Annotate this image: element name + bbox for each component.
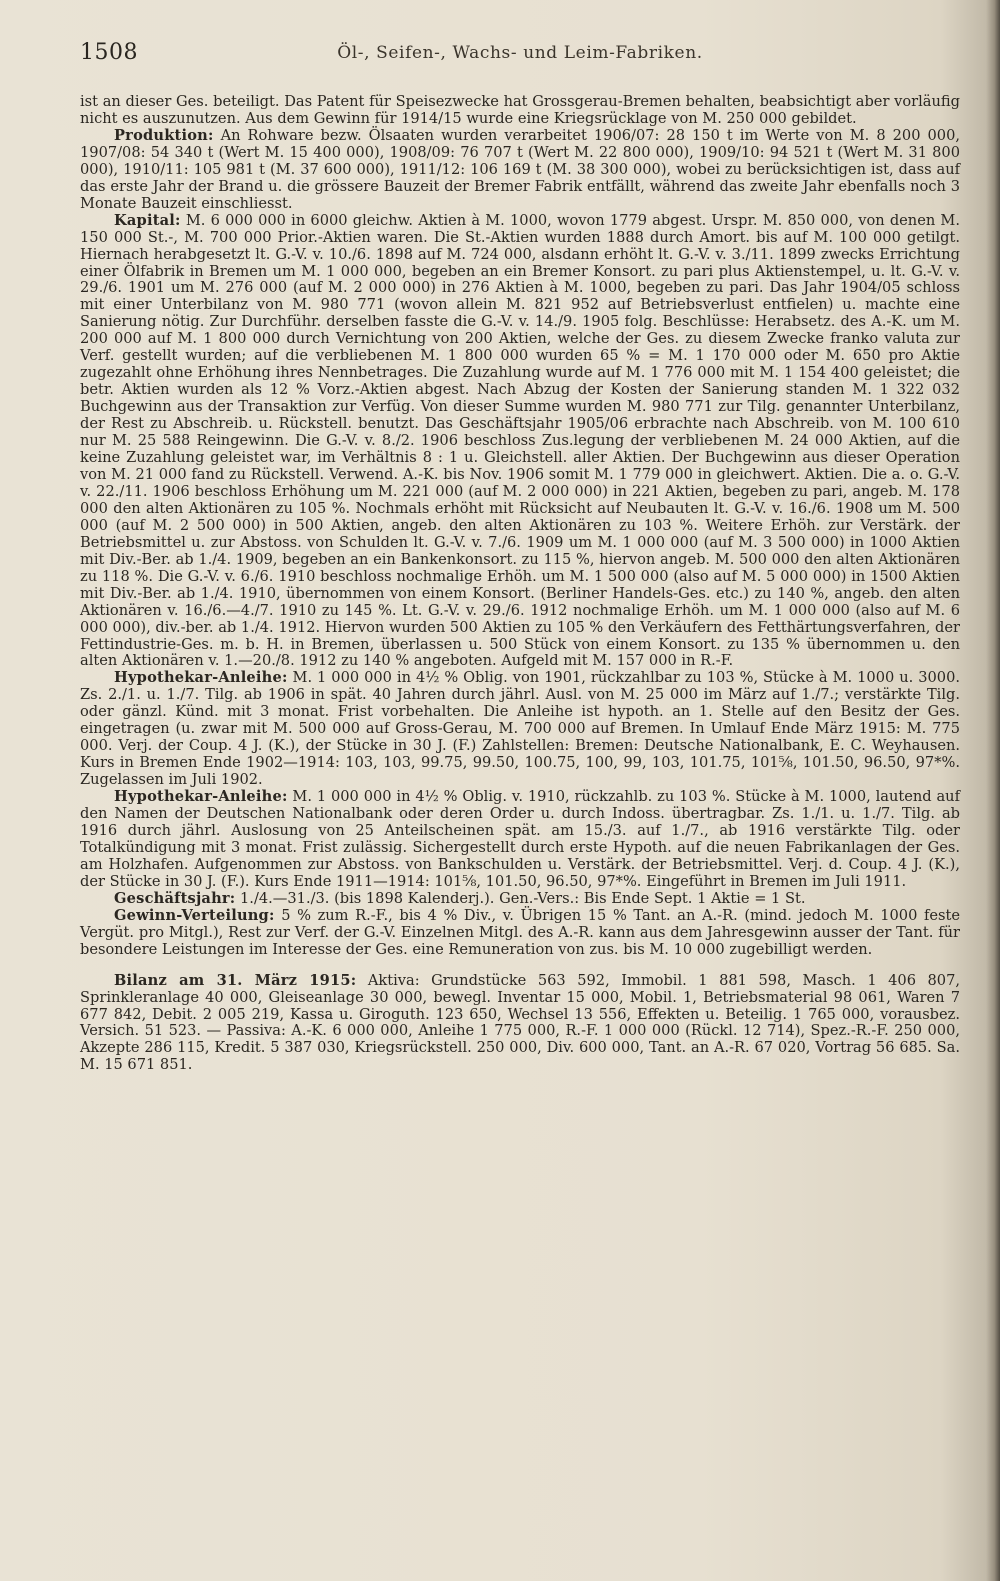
fiscal-year-text: 1./4.—31./3. (bis 1898 Kalenderj.). Gen.-Vers.: Bis Ende Sept. 1 Aktie = 1 St. [240,889,806,907]
profit-distribution-text: 5 % zum R.-F., bis 4 % Div., v. Übrigen 15 % Tant. an A.-R. (mind. jedoch M. 1000 feste Vergüt. pro Mitgl.), Rest zur Verf. der G.-V. Einzelnen Mitgl. des A.-R. kann aus dem Jahresgewinn ausser der Tant. für besondere Leistungen im Interesse der Ges. eine Remuneration von zus. bis M. 10 000 zugebilligt werden. [80,906,960,958]
profit-distribution-heading: Gewinn-Verteilung: [114,906,275,924]
article-body [80,94,960,1074]
mortgage-loan-1901-text: M. 1 000 000 in 4½ % Oblig. von 1901, rückzahlbar zu 103 %, Stücke à M. 1000 u. 3000. Zs. 2./1. u. 1./7. Tilg. ab 1906 in spät. 40 Jahren durch jährl. Ausl. von M. 25 000 im März auf 1./7.; verstärkte Tilg. oder gänzl. Künd. mit 3 monat. Frist vorbehalten. Die Anleihe ist hypoth. an 1. Stelle auf den Besitz der Ges. eingetragen (u. zwar mit M. 500 000 auf Gross-Gerau, M. 700 000 auf Bremen. In Umlauf Ende März 1915: M. 775 000. Verj. der Coup. 4 J. (K.), der Stücke in 30 J. (F.) Zahlstellen: Bremen: Deutsche Nationalbank, E. C. Weyhausen. Kurs in Bremen Ende 1902—1914: 103, 103, 99.75, 99.50, 100.75, 100, 99, 103, 101.75, 101⅝, 101.50, 96.50, 97*%. Zugelassen im Juli 1902. [80,669,960,789]
capital-heading: Kapital: [114,211,181,229]
capital-paragraph [80,213,960,671]
mortgage-loan-1910-heading: Hypothekar-Anleihe: [114,788,288,806]
balance-sheet-text: Aktiva: Grundstücke 563 592, Immobil. 1 881 598, Masch. 1 406 807, Sprinkleranlage 40 000, Gleiseanlage 30 000, bewegl. Inventar 15 000, Mobil. 1, Betriebsmaterial 98 061, Waren 7 677 842, Debit. 2 005 219, Kassa u. Giroguth. 123 650, Wechsel 13 556, Effekten u. Beteilig. 1 765 000, vorausbez. Versich. 51 523. — Passiva: A.-K. 6 000 000, Anleihe 1 775 000, R.-F. 1 000 000 (Rückl. 12 714), Spez.-R.-F. 250 000, Akzepte 286 115, Kredit. 5 387 030, Kriegsrückstell. 250 000, Div. 600 000, Tant. an A.-R. 67 020, Vortrag 56 685. Sa. M. 15 671 851. [80,971,961,1074]
mortgage-loan-1910-text: M. 1 000 000 in 4½ % Oblig. v. 1910, rückzahlb. zu 103 %. Stücke à M. 1000, lautend auf den Namen der Deutschen Nationalbank oder deren Order u. durch Indoss. übertragbar. Zs. 1./1. u. 1./7. Tilg. ab 1916 durch jährl. Auslosung von 25 Anteilscheinen spät. am 15./3. auf 1./7., ab 1916 verstärkte Tilg. oder Totalkündigung mit 3 monat. Frist zulässig. Sichergestellt durch erste Hypoth. auf die neuen Fabrikanlagen der Ges. am Holzhafen. Aufgenommen zur Abstoss. von Bankschulden u. Verstärk. der Betriebsmittel. Verj. d. Coup. 4 J. (K.), der Stücke in 30 J. (F.). Kurs Ende 1911—1914: 101⅝, 101.50, 96.50, 97*%. Eingeführt in Bremen im Juli 1911. [80,788,960,890]
production-text: An Rohware bezw. Ölsaaten wurden verarbeitet 1906/07: 28 150 t im Werte von M. 8 200 000, 1907/08: 54 340 t (Wert M. 15 400 000), 1908/09: 76 707 t (Wert M. 22 800 000), 1909/10: 94 521 t (Wert M. 31 800 000), 1910/11: 105 981 t (M. 37 600 000), 1911/12: 106 169 t (M. 38 300 000), wobei zu berücksichtigen ist, dass auf das erste Jahr der Brand u. die grössere Bauzeit der Bremer Fabrik entfällt, während das zweite Jahr ebenfalls noch 3 Monate Bauzeit einschliesst. [80,126,961,212]
balance-sheet-paragraph [80,973,960,1075]
intro-text: ist an dieser Ges. beteiligt. Das Patent für Speisezwecke hat Grossgerau-Bremen behalten, beabsichtigt aber vorläufig nicht es auszunutzen. Aus dem Gewinn für 1914/15 wurde eine Kriegsrücklage von M. 250 000 gebildet. [80,93,960,127]
profit-distribution-paragraph [80,908,960,959]
page-number: 1508 [80,40,138,65]
mortgage-loan-1901-heading: Hypothekar-Anleihe: [114,669,288,687]
intro-paragraph [80,94,960,128]
production-heading: Produktion: [114,126,214,144]
production-paragraph [80,128,960,213]
capital-text: M. 6 000 000 in 6000 gleichw. Aktien à M. 1000, wovon 1779 abgest. Urspr. M. 850 000, von denen M. 150 000 St.-, M. 700 000 Prior.-Aktien waren. Die St.-Aktien wurden 1888 durch Amort. bis auf M. 100 000 getilgt. Hiernach herabgesetzt lt. G.-V. v. 10./6. 1898 auf M. 724 000, alsdann erhöht lt. G.-V. v. 3./11. 1899 zwecks Errichtung einer Ölfabrik in Bremen um M. 1 000 000, begeben an ein Bremer Konsort. zu pari plus Aktienstempel, u. lt. G.-V. v. 29./6. 1901 um M. 276 000 (auf M. 2 000 000) in 276 Aktien à M. 1000, begeben zu pari. Das Jahr 1904/05 schloss mit einer Unterbilanz von M. 980 771 (wovon allein M. 821 952 auf Betriebsverlust entfielen) u. machte eine Sanierung nötig. Zur Durchführ. derselben fasste die G.-V. v. 14./9. 1905 folg. Beschlüsse: Herabsetz. des A.-K. um M. 200 000 auf M. 1 800 000 durch Vernichtung von 200 Aktien, welche der Ges. zu diesem Zwecke franko valuta zur Verf. gestellt wurden; auf die verbliebenen M. 1 800 000 wurden 65 % = M. 1 170 000 oder M. 650 pro Aktie zugezahlt ohne Erhöhung ihres Nennbetrages. Die Zuzahlung wurde auf M. 1 776 000 mit M. 1 154 400 geleistet; die betr. Aktien wurden als 12 % Vorz.-Aktien abgest. Nach Abzug der Kosten der Sanierung standen M. 1 322 032 Buchgewinn aus der Transaktion zur Verfüg. Von dieser Summe wurden M. 980 771 zur Tilg. genannter Unterbilanz, der Rest zu Abschreib. u. Rückstell. benutzt. Das Geschäftsjahr 1905/06 erbrachte nach Abschreib. von M. 100 610 nur M. 25 588 Reingewinn. Die G.-V. v. 8./2. 1906 beschloss Zus.legung der verbliebenen M. 24 000 Aktien, auf die keine Zuzahlung geleistet war, im Verhältnis 8 : 1 u. Gleichstell. aller Aktien. Der Buchgewinn aus dieser Operation von M. 21 000 fand zu Rückstell. Verwend. A.-K. bis Nov. 1906 somit M. 1 779 000 in gleichwert. Aktien. Die a. o. G.-V. v. 22./11. 1906 beschloss Erhöhung um M. 221 000 (auf M. 2 000 000) in 221 Aktien, begeben zu pari, angeb. M. 178 000 den alten Aktionären zu 105 %. Nochmals erhöht mit Rücksicht auf Neubauten lt. G.-V. v. 16./6. 1908 um M. 500 000 (auf M. 2 500 000) in 500 Aktien, angeb. den alten Aktionären zu 103 %. Weitere Erhöh. zur Verstärk. der Betriebsmittel u. zur Abstoss. von Schulden lt. G.-V. v. 7./6. 1909 um M. 1 000 000 (auf M. 3 500 000) in 1000 Aktien mit Div.-Ber. ab 1./4. 1909, begeben an ein Bankenkonsort. zu 115 %, hiervon angeb. M. 500 000 den alten Aktionären zu 118 %. Die G.-V. v. 6./6. 1910 beschloss nochmalige Erhöh. um M. 1 500 000 (also auf M. 5 000 000) in 1500 Aktien mit Div.-Ber. ab 1./4. 1910, übernommen von einem Konsort. (Berliner Handels-Ges. etc.) zu 140 %, angeb. den alten Aktionären v. 16./6.—4./7. 1910 zu 145 %. Lt. G.-V. v. 29./6. 1912 nochmalige Erhöh. um M. 1 000 000 (also auf M. 6 000 000), div.-ber. ab 1./4. 1912. Hiervon wurden 500 Aktien zu 105 % den Verkäufern des Fetthärtungsverfahren, der Fettindustrie-Ges. m. b. H. in Bremen, überlassen u. 500 Stück von einem Konsort. zu 135 % übernommen u. den alten Aktionären v. 1.—20./8. 1912 zu 140 % angeboten. Aufgeld mit M. 157 000 in R.-F. [80,211,961,670]
running-title: Öl-, Seifen-, Wachs- und Leim-Fabriken. [337,43,703,63]
fiscal-year-heading: Geschäftsjahr: [114,889,236,907]
balance-sheet-heading: Bilanz am 31. März 1915: [114,971,357,989]
page-edge-shadow [986,0,1000,1581]
page-header [80,40,960,76]
fiscal-year-paragraph [80,891,960,908]
mortgage-loan-1910-paragraph [80,789,960,891]
mortgage-loan-1901-paragraph [80,670,960,789]
